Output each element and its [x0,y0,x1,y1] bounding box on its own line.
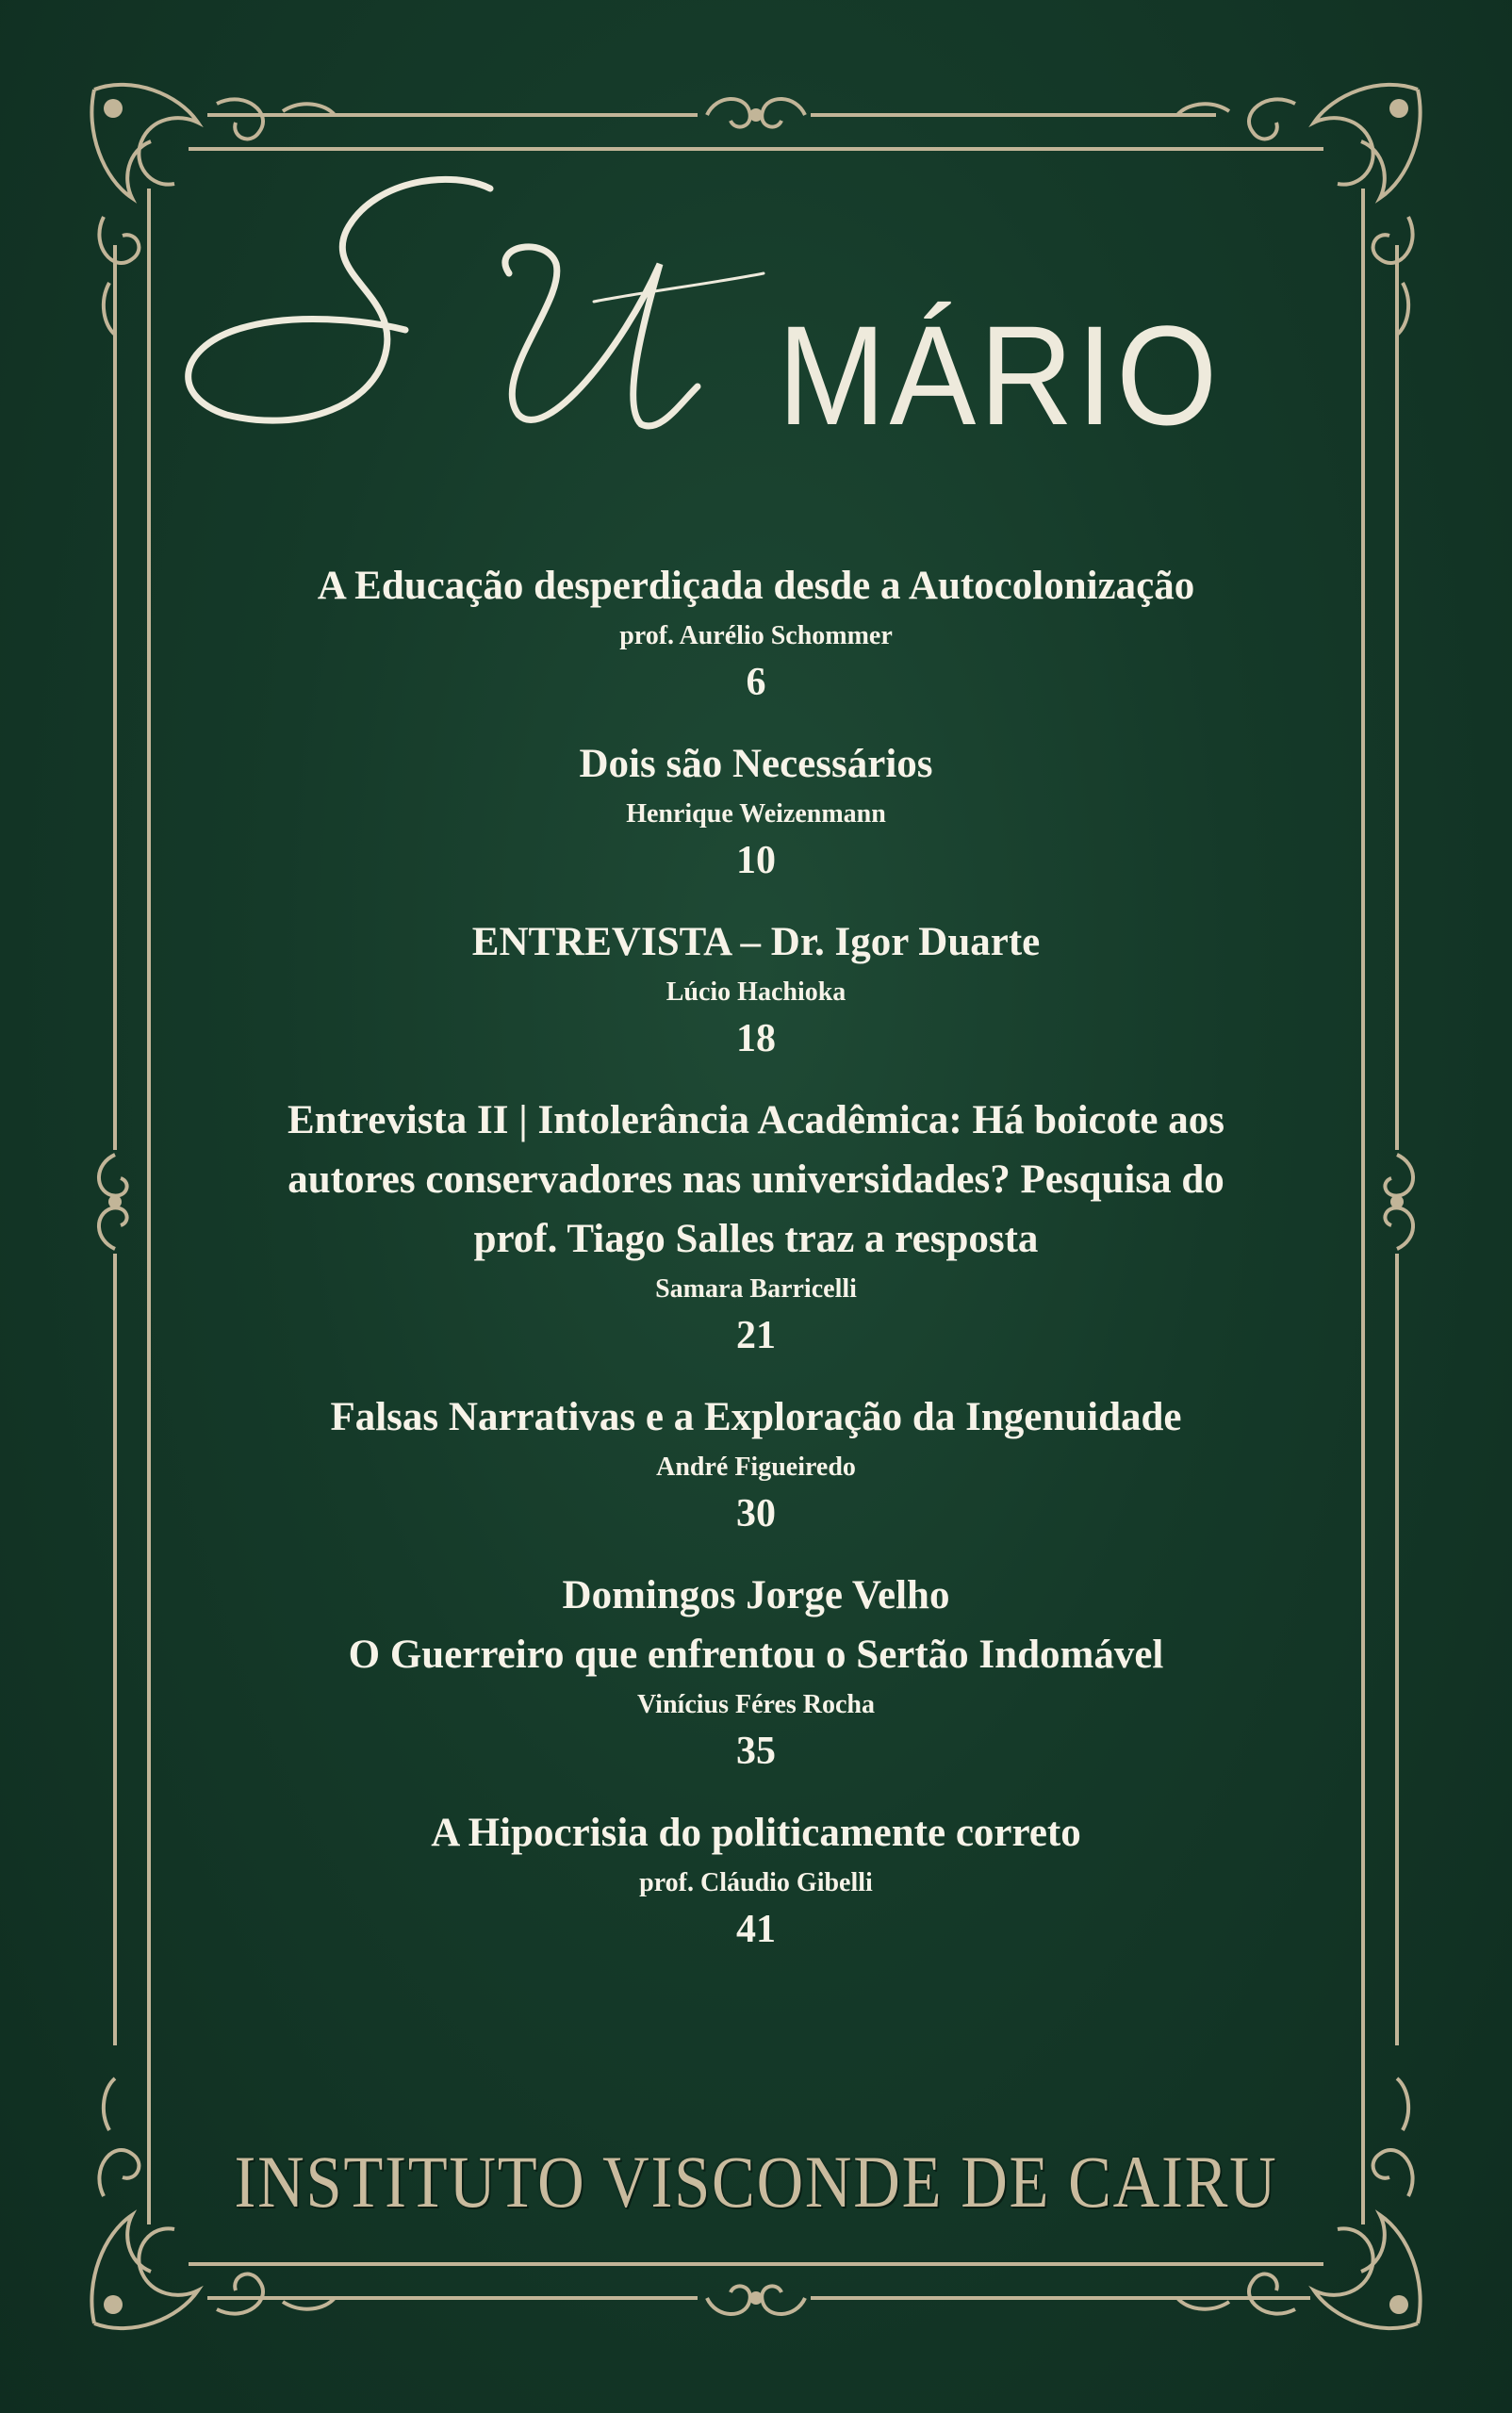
entry-page-number: 35 [736,1730,776,1773]
entry-author: André Figueiredo [656,1453,856,1482]
entry-title: Domingos Jorge Velho [562,1573,950,1617]
entry-title: O Guerreiro que enfrentou o Sertão Indomável [348,1633,1164,1677]
entry-author: prof. Cláudio Gibelli [639,1868,873,1897]
entry-title: autores conservadores nas universidades? Pesquisa do [288,1157,1224,1202]
entry-author: Vinícius Féres Rocha [637,1690,875,1719]
page-title [151,160,1254,490]
toc-entry [189,1387,1323,1539]
entry-page-number: 21 [736,1314,776,1357]
entry-title: Falsas Narrativas e a Exploração da Ingenuidade [330,1395,1182,1439]
toc-entry [189,912,1323,1064]
table-of-contents [189,556,1323,1955]
entry-author: prof. Aurélio Schommer [619,621,893,650]
top-center-ornament [707,99,805,127]
toc-entry [189,1091,1323,1361]
publisher-footer: INSTITUTO VISCONDE DE CAIRU [234,2141,1278,2223]
entry-page-number: 10 [736,839,776,882]
entry-title: Entrevista II | Intolerância Acadêmica: Há boicote aos [288,1098,1224,1142]
entry-author: Samara Barricelli [655,1274,857,1304]
toc-entry [189,1566,1323,1777]
toc-entry [189,734,1323,886]
left-center-ornament [99,1155,127,1249]
script-u-letter [505,247,698,426]
entry-author: Henrique Weizenmann [626,799,886,829]
entry-page-number: 6 [746,661,766,704]
title-caps: MÁRIO [778,296,1221,454]
entry-title: A Hipocrisia do politicamente correto [431,1811,1081,1855]
entry-page-number: 30 [736,1492,776,1535]
entry-title: prof. Tiago Salles traz a resposta [473,1217,1039,1261]
entry-title: A Educação desperdiçada desde a Autocolonização [317,564,1195,608]
entry-author: Lúcio Hachioka [666,977,846,1007]
script-s-letter [189,179,490,420]
toc-entry [189,1803,1323,1955]
entry-title: ENTREVISTA – Dr. Igor Duarte [471,920,1041,964]
entry-page-number: 41 [736,1908,776,1951]
bottom-center-ornament [707,2286,805,2314]
entry-page-number: 18 [736,1017,776,1060]
entry-title: Dois são Necessários [579,742,933,786]
right-center-ornament [1385,1155,1413,1249]
toc-entry [189,556,1323,708]
